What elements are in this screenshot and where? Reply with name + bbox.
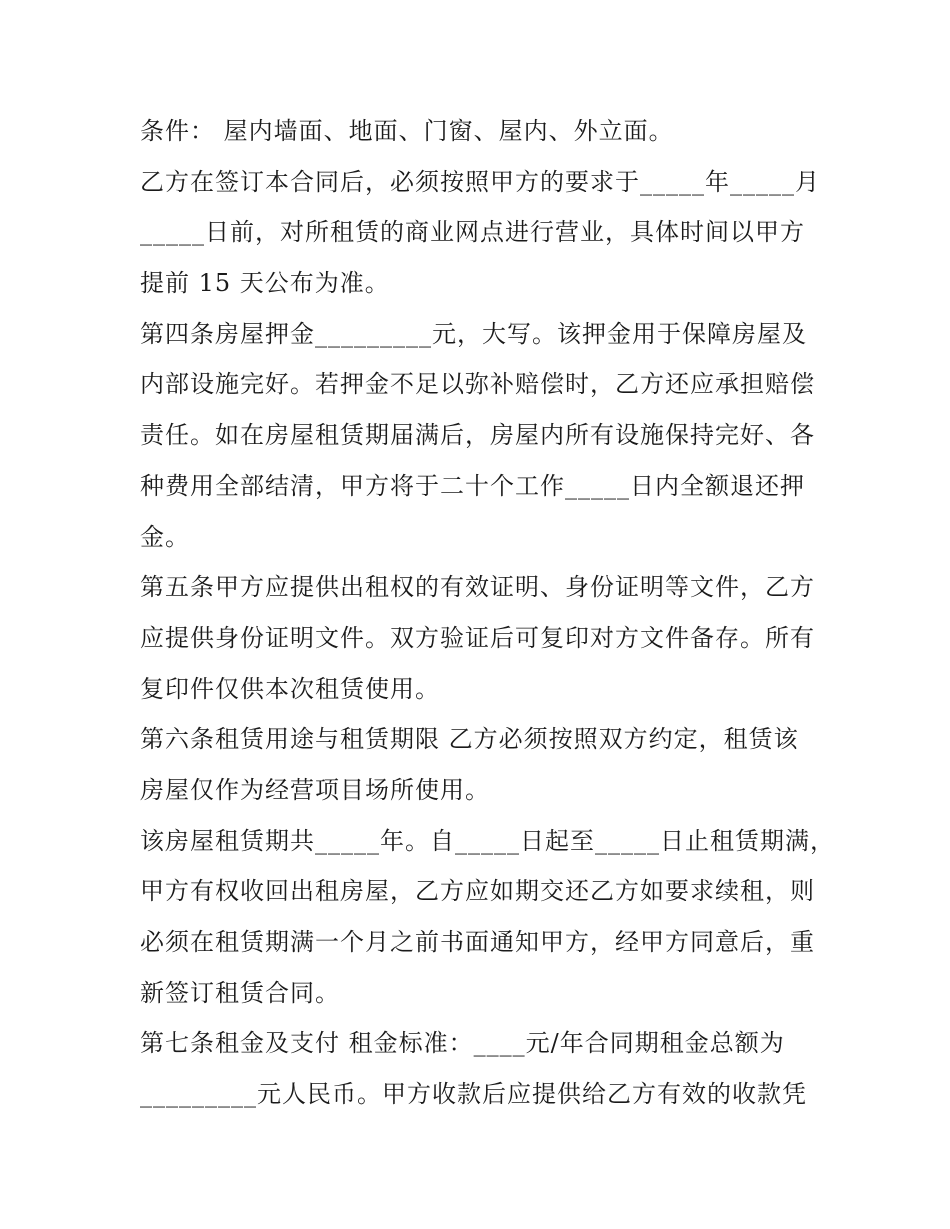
text-line: 提前 15 天公布为准。 (140, 269, 390, 298)
text-line: 种费用全部结清，甲方将于二十个工作_____日内全额退还押 (140, 471, 805, 500)
text-line: 房屋仅作为经营项目场所使用。 (140, 775, 490, 804)
text-line: 甲方有权收回出租房屋，乙方应如期交还乙方如要求续租，则 (140, 877, 815, 906)
text-line: 第四条房屋押金_________元，大写。该押金用于保障房屋及 (140, 319, 807, 348)
text-line: 责任。如在房屋租赁期届满后，房屋内所有设施保持完好、各 (140, 421, 815, 450)
text-line: _________元人民币。甲方收款后应提供给乙方有效的收款凭 (140, 1080, 807, 1109)
text-line: 第五条甲方应提供出租权的有效证明、身份证明等文件，乙方 (140, 573, 815, 602)
text-line: 内部设施完好。若押金不足以弥补赔偿时，乙方还应承担赔偿 (140, 370, 815, 399)
text-line: 必须在租赁期满一个月之前书面通知甲方，经甲方同意后，重 (140, 928, 815, 956)
text-line: 第六条租赁用途与租赁期限 乙方必须按照双方约定，租赁该 (140, 725, 799, 754)
text-line: 应提供身份证明文件。双方验证后可复印对方文件备存。所有 (140, 623, 815, 652)
text-line: 复印件仅供本次租赁使用。 (140, 674, 440, 703)
text-line: 金。 (140, 522, 190, 551)
text-line: 第七条租金及支付 租金标准：____元/年合同期租金总额为 (140, 1029, 785, 1058)
text-line: 该房屋租赁期共_____年。自_____日起至_____日止租赁期满， (140, 826, 835, 855)
document-body (140, 106, 835, 1120)
text-line: 乙方在签订本合同后，必须按照甲方的要求于_____年_____月 (140, 167, 820, 196)
text-line: _____日前，对所租赁的商业网点进行营业，具体时间以甲方 (140, 218, 805, 247)
text-line: 新签订租赁合同。 (140, 978, 340, 1007)
text-line: 条件： 屋内墙面、地面、门窗、屋内、外立面。 (140, 117, 674, 145)
